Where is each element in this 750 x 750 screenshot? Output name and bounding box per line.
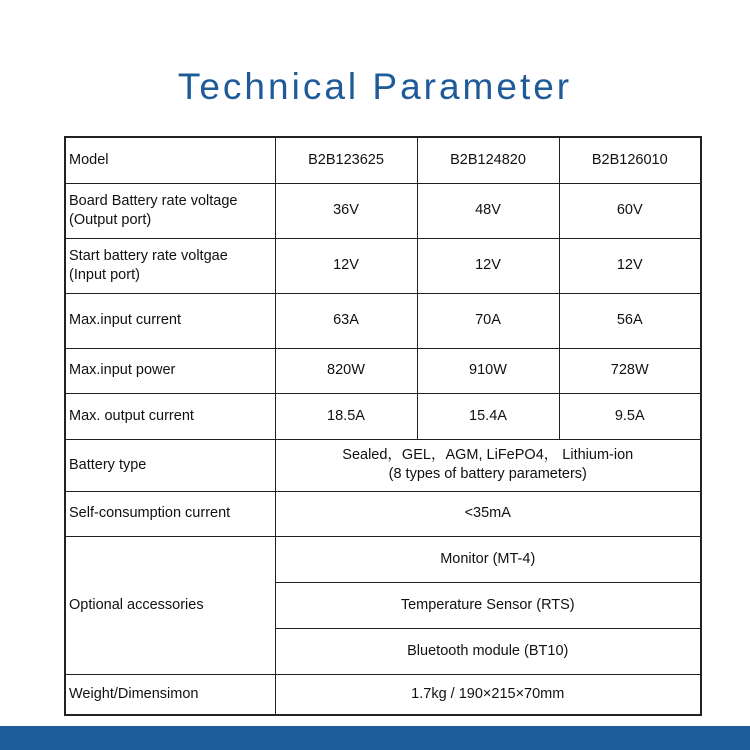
cell-value: Temperature Sensor (RTS) — [275, 582, 701, 628]
table-row-accessory — [65, 536, 701, 582]
parameter-table — [64, 136, 702, 716]
cell-value: 12V — [559, 238, 701, 293]
page-title: Technical Parameter — [177, 66, 573, 107]
table-row-model — [65, 137, 701, 183]
table-row-weight — [65, 674, 701, 715]
row-label: Max. output current — [65, 393, 275, 439]
table-row-self-consumption — [65, 491, 701, 536]
cell-value: Monitor (MT-4) — [275, 536, 701, 582]
cell-value: 36V — [275, 183, 417, 238]
cell-value — [275, 439, 701, 491]
cell-value: 910W — [417, 348, 559, 393]
row-label: Weight/Dimensimon — [65, 674, 275, 715]
table-row-max-input-current — [65, 293, 701, 348]
cell-value: B2B126010 — [559, 137, 701, 183]
cell-value: 9.5A — [559, 393, 701, 439]
cell-value: B2B123625 — [275, 137, 417, 183]
cell-value: 70A — [417, 293, 559, 348]
table-row-max-input-power — [65, 348, 701, 393]
cell-value: <35mA — [275, 491, 701, 536]
cell-value: 18.5A — [275, 393, 417, 439]
cell-value: 56A — [559, 293, 701, 348]
cell-value: B2B124820 — [417, 137, 559, 183]
cell-value: 1.7kg / 190×215×70mm — [275, 674, 701, 715]
row-label-line: (Input port) — [69, 266, 140, 283]
cell-value: 60V — [559, 183, 701, 238]
table-row-output-voltage — [65, 183, 701, 238]
row-label: Max.input current — [65, 293, 275, 348]
table-row-input-voltage — [65, 238, 701, 293]
table-row-max-output-current — [65, 393, 701, 439]
cell-value: 48V — [417, 183, 559, 238]
table-row-battery-type — [65, 439, 701, 491]
footer-bar — [0, 726, 750, 750]
row-label-line: Start battery rate voltgae — [69, 247, 228, 264]
cell-value: 15.4A — [417, 393, 559, 439]
row-label: Self-consumption current — [65, 491, 275, 536]
row-label — [65, 238, 275, 293]
cell-value: Bluetooth module (BT10) — [275, 628, 701, 674]
row-label-line: Board Battery rate voltage — [69, 192, 238, 209]
cell-value: 820W — [275, 348, 417, 393]
cell-value: 12V — [275, 238, 417, 293]
row-label: Optional accessories — [65, 536, 275, 674]
cell-value: 728W — [559, 348, 701, 393]
row-label-line: (Output port) — [69, 211, 152, 228]
cell-line: Sealed，GEL，AGM, LiFePO4， Lithium-ion — [342, 447, 634, 463]
cell-value: 12V — [417, 238, 559, 293]
cell-line: (8 types of battery parameters) — [388, 466, 587, 482]
row-label: Battery type — [65, 439, 275, 491]
cell-value: 63A — [275, 293, 417, 348]
row-label — [65, 183, 275, 238]
row-label: Model — [65, 137, 275, 183]
row-label: Max.input power — [65, 348, 275, 393]
